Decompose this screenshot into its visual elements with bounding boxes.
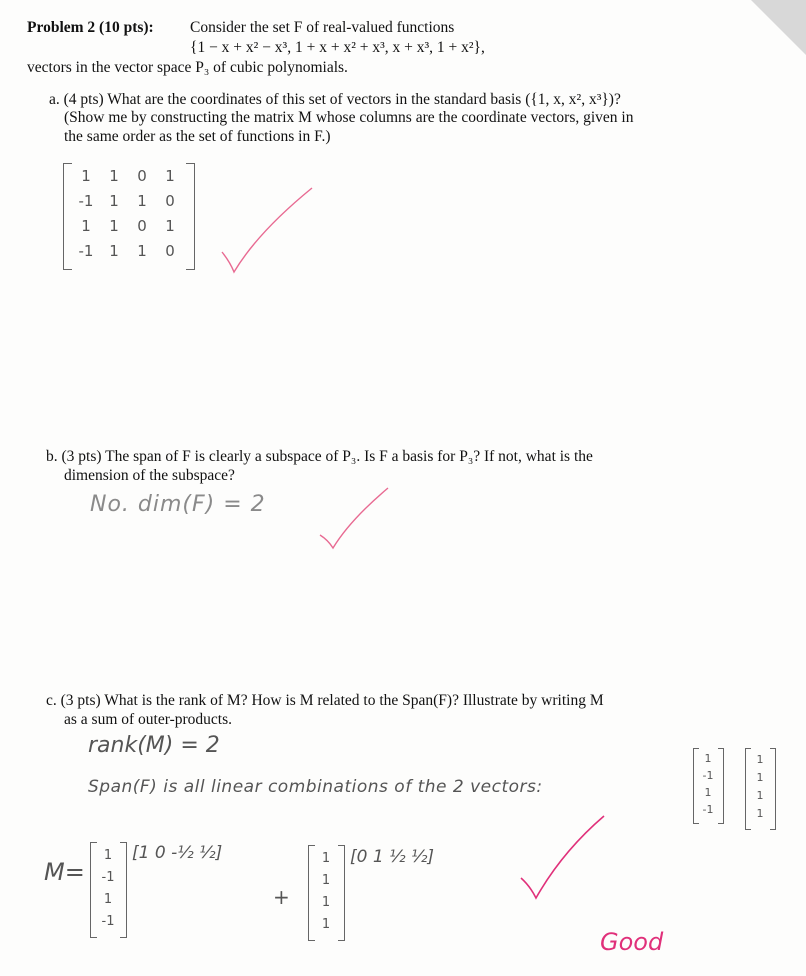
matrix-cell: 1	[165, 216, 175, 235]
matrix-cell: 1	[81, 216, 91, 235]
matrix-cell: 1	[165, 166, 175, 185]
part-a-line1: a. (4 pts) What are the coordinates of this set of vectors in the standard basis ({1, x, x², x³})?	[49, 91, 621, 108]
part-c-line2: as a sum of outer-products.	[64, 711, 232, 728]
part-b-line2: dimension of the subspace?	[64, 467, 235, 484]
part-b-line1: b. (3 pts) The span of F is clearly a subspace of P₃. Is F a basis for P₃? If not, what is the	[46, 448, 593, 465]
plus-sign: +	[273, 885, 290, 909]
part-a-line3: the same order as the set of functions in F.)	[64, 128, 331, 145]
vector-entry: 1	[321, 851, 331, 866]
vector-entry: 1	[103, 848, 113, 863]
matrix-cell: 0	[137, 166, 147, 185]
part-c-line1: c. (3 pts) What is the rank of M? How is M related to the Span(F)? Illustrate by writing M	[46, 692, 604, 709]
matrix-cell: 1	[137, 241, 147, 260]
m-label: M=	[44, 858, 85, 886]
checkmark-a	[222, 188, 312, 272]
part-b-answer: No. dim(F) = 2	[90, 492, 266, 517]
vector-entry: -1	[702, 803, 714, 816]
vector-entry: 1	[103, 892, 113, 907]
matrix-cell: 0	[165, 241, 175, 260]
problem-intro: Consider the set F of real-valued functions	[190, 19, 455, 36]
vector-entry: 1	[321, 917, 331, 932]
vector-entry: -1	[101, 914, 115, 929]
outer-row-2: [0 1 ½ ½]	[350, 847, 435, 867]
rank-answer: rank(M) = 2	[88, 733, 220, 758]
vector-entry: -1	[101, 870, 115, 885]
matrix-cell: 1	[137, 191, 147, 210]
matrix-cell: 0	[137, 216, 147, 235]
matrix-cell: 1	[109, 191, 119, 210]
matrix-cell: 0	[165, 191, 175, 210]
vector-entry: 1	[704, 786, 712, 799]
vector-entry: 1	[321, 873, 331, 888]
vector-entry: 1	[756, 789, 764, 802]
vector-entry: 1	[756, 753, 764, 766]
matrix-cell: 1	[109, 241, 119, 260]
grader-comment: Good	[600, 928, 664, 956]
vectors-line: vectors in the vector space P₃ of cubic polynomials.	[27, 59, 348, 76]
matrix-cell: -1	[78, 241, 94, 260]
part-a-line2: (Show me by constructing the matrix M whose columns are the coordinate vectors, given in	[64, 109, 634, 126]
matrix-cell: 1	[109, 166, 119, 185]
vector-entry: 1	[756, 771, 764, 784]
vector-entry: 1	[704, 752, 712, 765]
checkmark-b	[320, 488, 388, 548]
matrix-cell: 1	[109, 216, 119, 235]
span-answer: Span(F) is all linear combinations of the 2 vectors:	[88, 777, 543, 797]
function-set: {1 − x + x² − x³, 1 + x + x² + x³, x + x³, 1 + x²},	[190, 39, 485, 56]
checkmark-c	[521, 816, 604, 898]
vector-entry: 1	[756, 807, 764, 820]
vector-entry: -1	[702, 769, 714, 782]
vector-entry: 1	[321, 895, 331, 910]
problem-label: Problem 2 (10 pts):	[27, 19, 154, 36]
outer-row-1: [1 0 -½ ½]	[132, 843, 223, 863]
matrix-cell: -1	[78, 191, 94, 210]
matrix-cell: 1	[81, 166, 91, 185]
